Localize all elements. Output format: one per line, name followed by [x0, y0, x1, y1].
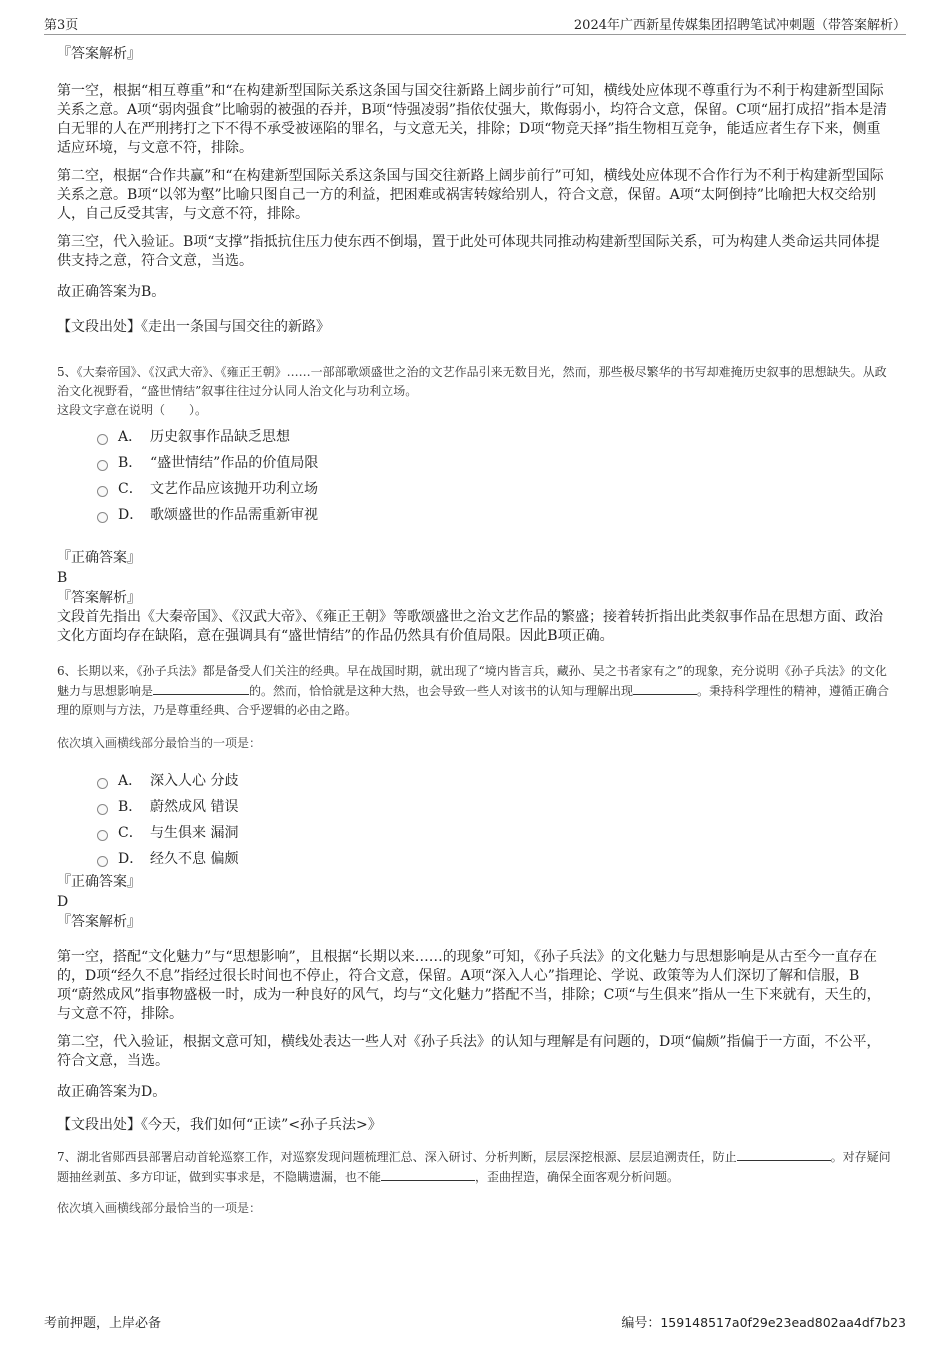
radio-button[interactable] — [97, 778, 108, 789]
correct-answer: B — [57, 570, 68, 586]
analysis-paragraph: 第三空，代入验证。B项“支撑”指抵抗住压力使东西不倒塌，置于此处可体现共同推动构建新型国际关系，可为构建人类命运共同体提供支持之意，符合文意，当选。 — [57, 234, 880, 269]
answer-label: 『正确答案』 — [57, 874, 141, 890]
options-list — [97, 424, 893, 528]
option-a[interactable]: A． 深入人心 分歧 — [97, 768, 893, 794]
analysis-paragraph: 第一空，搭配“文化魅力”与“思想影响”，且根据“长期以来……的现象”可知，《孙子兵法》的文化魅力与思想影响是从古至今一直存在的，D项“经久不息”指经过很长时间也不停止，符合文意，保留。A项“深入人心”指理论、学说、政策等为人们深切了解和信服，B项“蔚然成风”指事物盛极一时，成为一种良好的风气，均与“文化魅力”搭配不当，排除；C项“与生俱来”指从一生下来就有，天生的，与文意不符，排除。 — [57, 949, 881, 1022]
question-6 — [57, 662, 893, 1135]
analysis-label: 『答案解析』 — [57, 46, 141, 62]
option-c[interactable]: C． 文艺作品应该抛开功利立场 — [97, 476, 893, 502]
question-prompt: 依次填入画横线部分最恰当的一项是： — [57, 736, 262, 750]
document-code: 编号：159148517a0f29e23ead802aa4df7b23 — [621, 1315, 906, 1331]
question-5 — [57, 363, 893, 646]
question-stem: 5、《大秦帝国》、《汉武大帝》、《雍正王朝》……一部部歌颂盛世之治的文艺作品引来无数目光，然而，那些极尽繁华的书写却难掩历史叙事的思想缺失。从政治文化视野看，“盛世情结”叙事往往过分认同人治文化与功利立场。 — [57, 365, 887, 398]
analysis-paragraph: 第二空，根据“合作共赢”和“在构建新型国际关系这条国与国交往新路上阔步前行”可知，横线处应体现不合作行为不利于构建新型国际关系之意。B项“以邻为壑”比喻只图自己一方的利益，把困难或祸害转嫁给别人，符合文意，保留。A项“太阿倒持”比喻把大权交给别人，自己反受其害，与文意不符，排除。 — [57, 168, 884, 222]
question-prompt: 依次填入画横线部分最恰当的一项是： — [57, 1201, 262, 1215]
page-header — [44, 14, 906, 35]
document-body — [57, 44, 893, 1217]
question-7 — [57, 1147, 893, 1217]
option-d[interactable]: D． 歌颂盛世的作品需重新审视 — [97, 502, 893, 528]
radio-button[interactable] — [97, 512, 108, 523]
page-footer — [44, 1312, 906, 1332]
analysis-paragraph: 第二空，代入验证，根据文意可知，横线处表达一些人对《孙子兵法》的认知与理解是有问题的，D项“偏颇”指偏于一方面，不公平，符合文意，当选。 — [57, 1034, 881, 1069]
fill-blank — [153, 681, 249, 695]
document-title: 2024年广西新星传媒集团招聘笔试冲刺题（带答案解析） — [573, 18, 906, 33]
question-ask: 这段文字意在说明（ ）。 — [57, 403, 208, 417]
analysis-label: 『答案解析』 — [57, 914, 141, 930]
radio-button[interactable] — [97, 434, 108, 445]
fill-blank — [737, 1147, 831, 1161]
conclusion: 故正确答案为D。 — [57, 1084, 167, 1100]
radio-button[interactable] — [97, 486, 108, 497]
analysis-paragraph: 文段首先指出《大秦帝国》、《汉武大帝》、《雍正王朝》等歌颂盛世之治文艺作品的繁盛；接着转折指出此类叙事作品在思想方面、政治文化方面均存在缺陷，意在强调具有“盛世情结”的作品仍然具有价值局限。因此B项正确。 — [57, 609, 883, 644]
fill-blank — [381, 1167, 475, 1181]
page-number: 第3页 — [44, 18, 79, 33]
source-citation: 【文段出处】《今天，我们如何“正读”<孙子兵法>》 — [57, 1117, 382, 1133]
correct-answer: D — [57, 894, 69, 910]
source-citation: 【文段出处】《走出一条国与国交往的新路》 — [57, 319, 330, 335]
options-list — [97, 768, 893, 872]
answer-label: 『正确答案』 — [57, 550, 141, 566]
radio-button[interactable] — [97, 830, 108, 841]
analysis-label: 『答案解析』 — [57, 590, 141, 606]
option-d[interactable]: D． 经久不息 偏颇 — [97, 846, 893, 872]
radio-button[interactable] — [97, 856, 108, 867]
question-stem: 7、湖北省郧西县部署启动首轮巡察工作，对巡察发现问题梳理汇总、深入研讨、分析判断，层层深挖根源、层层追溯责任，防止 。对存疑问题抽丝剥茧、多方印证，做到实事求是，不隐瞒遗漏，也不能 ，歪曲捏造，确保全面客观分析问题。 — [57, 1147, 893, 1187]
option-a[interactable]: A． 历史叙事作品缺乏思想 — [97, 424, 893, 450]
conclusion: 故正确答案为B。 — [57, 284, 166, 300]
fill-blank — [633, 681, 697, 695]
analysis-paragraph: 第一空，根据“相互尊重”和“在构建新型国际关系这条国与国交往新路上阔步前行”可知，横线处应体现不尊重行为不利于构建新型国际关系之意。A项“弱肉强食”比喻弱的被强的吞并，B项“恃强凌弱”指依仗强大，欺侮弱小，均符合文意，保留。C项“屈打成招”指本是清白无罪的人在严刑拷打之下不得不承受被诬陷的罪名，与文意无关，排除；D项“物竞天择”指生物相互竞争，能适应者生存下来，侧重适应环境，与文意不符，排除。 — [57, 83, 888, 156]
question-4-analysis — [57, 44, 893, 337]
question-stem: 6、长期以来，《孙子兵法》都是备受人们关注的经典。早在战国时期，就出现了“境内皆言兵，藏孙、吴之书者家有之”的现象，充分说明《孙子兵法》的文化魅力与思想影响是 的。然而，恰恰就是这种大热，也会导致一些人对该书的认知与理解出现 。秉持科学理性的精神，遵循正确合理的原则与方法，乃是尊重经典、合乎逻辑的必由之路。 — [57, 664, 890, 717]
footer-slogan: 考前押题，上岸必备 — [44, 1316, 162, 1331]
radio-button[interactable] — [97, 804, 108, 815]
option-b[interactable]: B． “盛世情结”作品的价值局限 — [97, 450, 893, 476]
option-b[interactable]: B． 蔚然成风 错误 — [97, 794, 893, 820]
option-c[interactable]: C． 与生俱来 漏洞 — [97, 820, 893, 846]
radio-button[interactable] — [97, 460, 108, 471]
